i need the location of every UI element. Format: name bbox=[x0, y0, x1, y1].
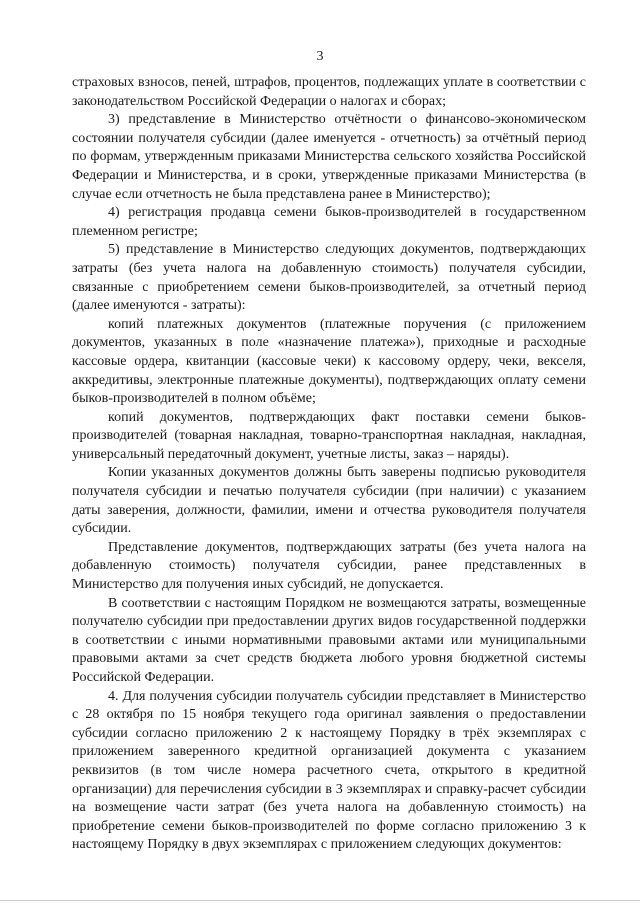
paragraph-payment-documents: копий платежных документов (платежные поручения (с приложением документов, указанных в поле «назначение платежа»), приходные и расходные кассовые ордера, квитанции (кассовые чеки) к кассовому ордеру, чеки, векселя, аккредитивы, электронные платежные документы), подтверждающих оплату семени быков-производителей в полном объёме; bbox=[72, 316, 586, 407]
paragraph-delivery-documents: копий документов, подтверждающих факт поставки семени быков-производителей (товарная накладная, товарно-транспортная накладная, накладная, универсальный передаточный документ, учетные листы, заказ – наряды). bbox=[72, 409, 586, 462]
paragraph-continuation: страховых взносов, пеней, штрафов, процентов, подлежащих уплате в соответствии с законодательством Российской Федерации о налогах и сборах; bbox=[72, 75, 586, 109]
paragraph-item-4: 4) регистрация продавца семени быков-производителей в государственном племенном регистре; bbox=[72, 205, 586, 239]
document-body bbox=[72, 74, 586, 855]
paragraph-item-3: 3) представление в Министерство отчётности о финансово-экономическом состоянии получателя субсидии (далее именуется - отчетность) за отчётный период по формам, утвержденным приказами Министерства сельского хозяйства Российской Федерации и Министерства, и в сроки, утвержденные приказами Министерства (в случае если отчетность не была представлена ранее в Министерство); bbox=[72, 112, 586, 202]
paragraph-no-duplicate: Представление документов, подтверждающих затраты (без учета налога на добавленную стоимость) получателя субсидии, ранее представленных в Министерство для получения иных субсидий, не допускается. bbox=[72, 539, 586, 593]
paragraph-item-5: 5) представление в Министерство следующих документов, подтверждающих затраты (без учета налога на добавленную стоимость) получателя субсидии, связанные с приобретением семени быков-производителей, за отчетный период (далее именуются - затраты): bbox=[72, 242, 586, 314]
paragraph-not-reimbursed: В соответствии с настоящим Порядком не возмещаются затраты, возмещенные получателю субсидии при предоставлении других видов государственной поддержки в соответствии с иными нормативными правовыми актами или муниципальными правовыми актами за счет средств бюджета любого уровня бюджетной системы Российской Федерации. bbox=[72, 595, 586, 685]
paragraph-section-4: 4. Для получения субсидии получатель субсидии представляет в Министерство с 28 октября по 15 ноября текущего года оригинал заявления о предоставлении субсидии согласно приложению 2 к настоящему Порядку в трёх экземплярах с приложением заверенного кредитной организацией документа с указанием реквизитов (в том числе номера расчетного счета, открытого в кредитной организации) для перечисления субсидии в 3 экземплярах и справку-расчет субсидии на возмещение части затрат (без учета налога на добавленную стоимость) на приобретение семени быков-производителей по форме согласно приложению 3 к настоящему Порядку в двух экземплярах с приложением следующих документов: bbox=[72, 688, 586, 853]
paragraph-certification: Копии указанных документов должны быть заверены подписью руководителя получателя субсидии и печатью получателя субсидии (при наличии) с указанием даты заверения, должности, фамилии, имени и отчества руководителя получателя субсидии. bbox=[72, 465, 586, 537]
page-bottom-edge bbox=[0, 900, 640, 901]
page-number: 3 bbox=[316, 49, 324, 64]
